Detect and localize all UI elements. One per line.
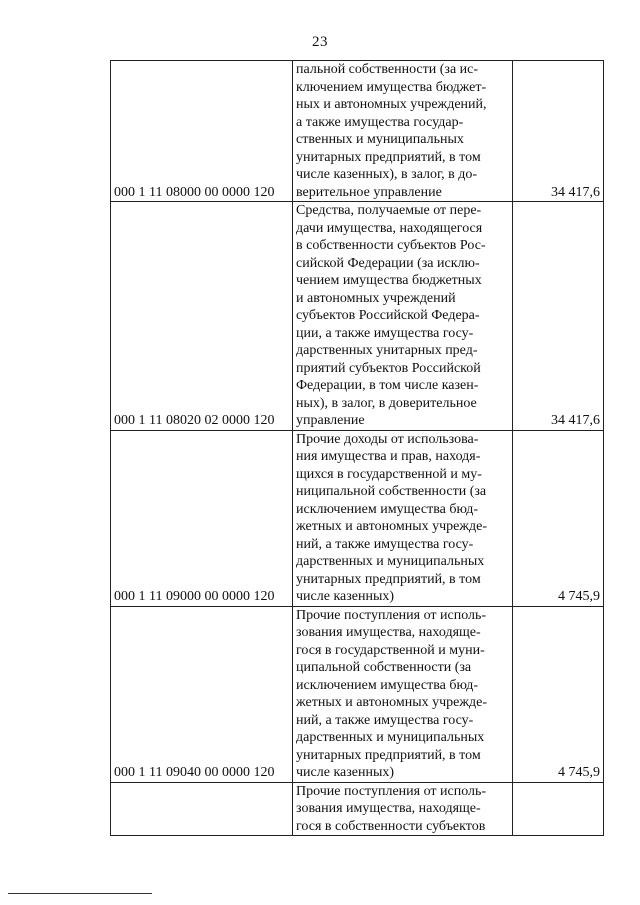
description-line: дарственных и муниципальных	[296, 554, 485, 569]
table-row	[111, 782, 604, 836]
description-line: дарственных и муниципальных	[296, 730, 485, 745]
description-line: дачи имущества, находящегося	[296, 220, 483, 236]
description-cell	[293, 61, 513, 202]
amount-cell: 34 417,6	[513, 61, 604, 202]
description-line: числе казенных)	[296, 589, 395, 604]
description-line: гося в государственной и муни-	[296, 642, 485, 658]
description-line: субъектов Российской Федера-	[296, 308, 480, 323]
description-line: унитарных предприятий, в том	[296, 571, 481, 587]
description-line: унитарных предприятий, в том	[296, 747, 481, 763]
description-line: числе казенных), в залог, в до-	[296, 167, 478, 182]
description-line: а также имущества государ-	[296, 114, 464, 130]
description-line: приятий субъектов Российской	[296, 360, 481, 376]
description-line: ственных и муниципальных	[296, 132, 464, 147]
description-line: жетных и автономных учрежде-	[296, 695, 488, 710]
table-row	[111, 606, 604, 782]
description-line: унитарных предприятий, в том	[296, 149, 481, 165]
description-line: ных), в залог, в доверительное	[296, 395, 477, 411]
budget-revenue-table	[110, 60, 604, 836]
description-line: и автономных учреждений	[296, 290, 456, 306]
description-cell	[293, 430, 513, 606]
budget-code-cell	[111, 782, 293, 836]
description-line: в собственности субъектов Рос-	[296, 238, 486, 253]
description-line: исключением имущества бюд-	[296, 677, 479, 693]
description-line: управление	[296, 413, 365, 428]
description-line: числе казенных)	[296, 765, 395, 780]
description-line: сийской Федерации (за исклю-	[296, 255, 480, 271]
amount-cell: 34 417,6	[513, 202, 604, 431]
description-line: ции, а также имущества госу-	[296, 325, 474, 341]
description-line: ния имущества и прав, находя-	[296, 449, 481, 464]
page-number: 23	[312, 34, 328, 50]
description-line: исключением имущества бюд-	[296, 501, 479, 517]
description-cell	[293, 202, 513, 431]
amount-cell: 4 745,9	[513, 606, 604, 782]
description-line: зования имущества, находяще-	[296, 801, 481, 816]
table-row	[111, 430, 604, 606]
description-line: Прочие поступления от исполь-	[296, 783, 487, 799]
amount-cell	[513, 782, 604, 836]
footer-rule	[8, 893, 152, 894]
description-line: ципальной собственности (за	[296, 660, 472, 675]
description-line: Прочие доходы от использова-	[296, 431, 479, 447]
table-row	[111, 202, 604, 431]
description-line: жетных и автономных учрежде-	[296, 519, 488, 534]
description-line: зования имущества, находяще-	[296, 625, 481, 640]
description-line: гося в собственности субъектов	[296, 818, 486, 834]
budget-code-cell: 000 1 11 09040 00 0000 120	[111, 606, 293, 782]
description-cell	[293, 782, 513, 836]
description-line: щихся в государственной и му-	[296, 466, 482, 482]
description-line: ных и автономных учреждений,	[296, 97, 487, 112]
budget-code-cell: 000 1 11 09000 00 0000 120	[111, 430, 293, 606]
description-line: верительное управление	[296, 184, 442, 200]
budget-code-cell: 000 1 11 08020 02 0000 120	[111, 202, 293, 431]
description-line: ключением имущества бюджет-	[296, 79, 487, 95]
amount-cell: 4 745,9	[513, 430, 604, 606]
description-line: ний, а также имущества госу-	[296, 536, 474, 552]
description-line: дарственных унитарных пред-	[296, 343, 478, 358]
description-cell	[293, 606, 513, 782]
description-line: ний, а также имущества госу-	[296, 712, 474, 728]
budget-code-cell: 000 1 11 08000 00 0000 120	[111, 61, 293, 202]
description-line: чением имущества бюджетных	[296, 273, 482, 288]
description-line: пальной собственности (за ис-	[296, 62, 479, 77]
table-body	[111, 61, 604, 836]
table-row	[111, 61, 604, 202]
description-line: Прочие поступления от исполь-	[296, 607, 487, 623]
description-line: ниципальной собственности (за	[296, 484, 487, 499]
description-line: Федерации, в том числе казен-	[296, 378, 479, 393]
description-line: Средства, получаемые от пере-	[296, 203, 482, 218]
